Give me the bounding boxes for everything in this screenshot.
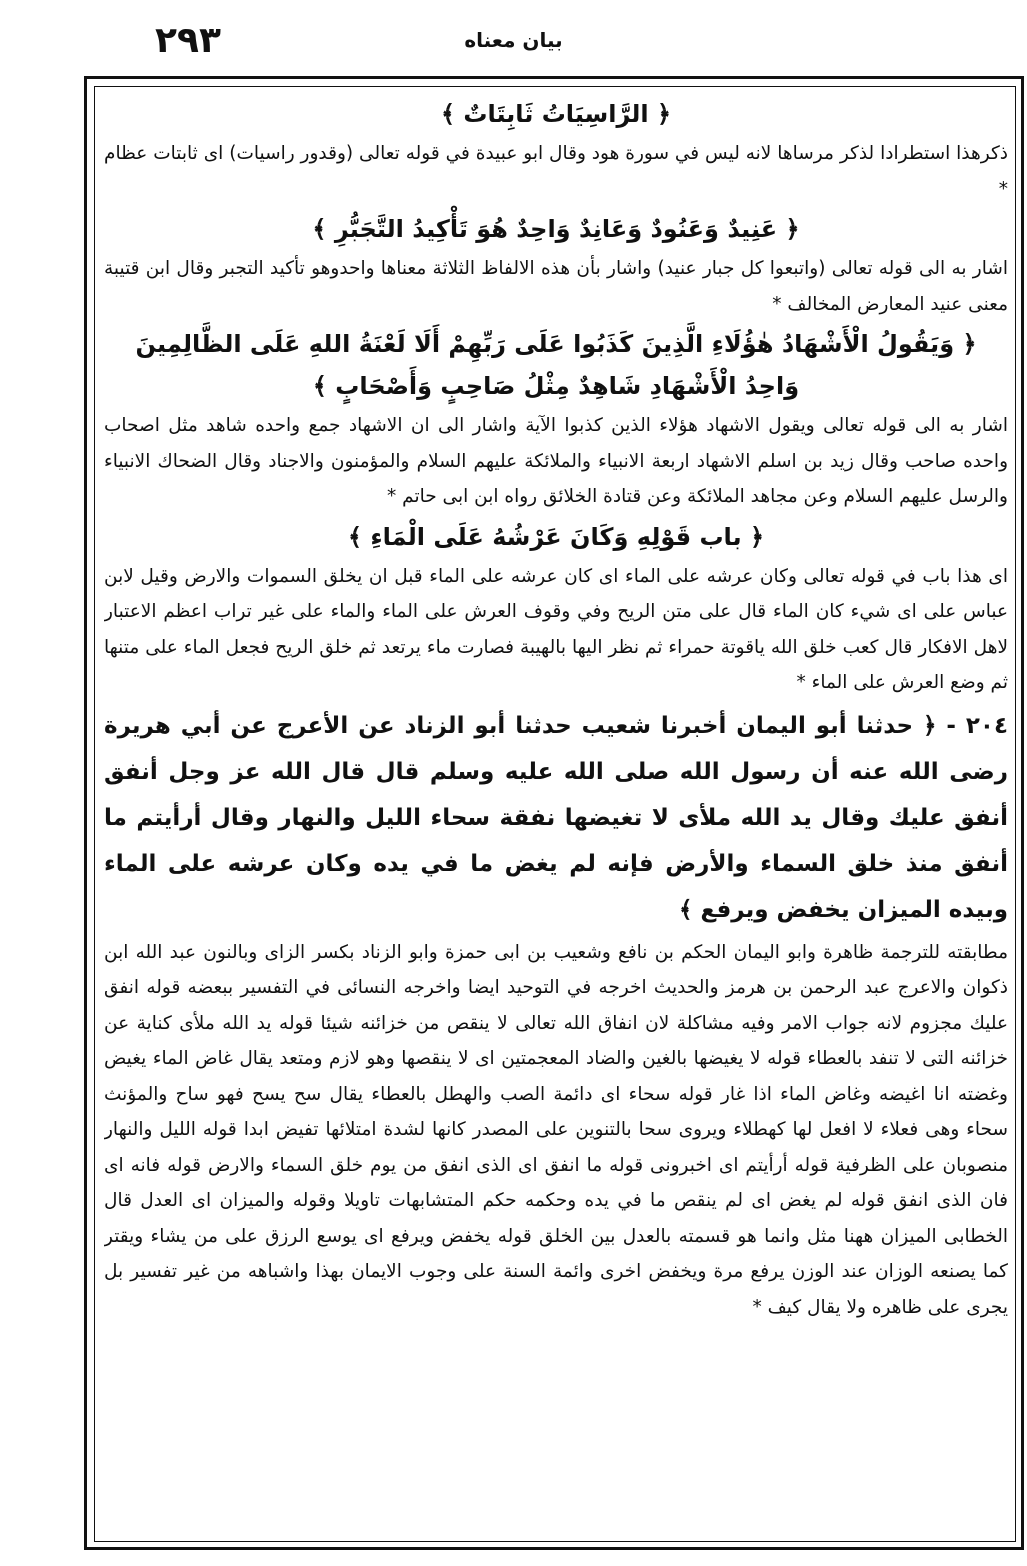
section-heading: ﴿ عَنِيدٌ وَعَنُودٌ وَعَانِدٌ وَاحِدٌ هُوَ تَأْكِيدُ التَّجَبُّرِ ﴾ [312, 215, 800, 243]
page-header [40, 18, 987, 76]
chapter-heading: ﴿ باب قَوْلِهِ وَكَانَ عَرْشُهُ عَلَى الْمَاءِ ﴾ [347, 522, 764, 551]
section-heading: ﴿ الرَّاسِيَاتُ ثَابِتَاتٌ ﴾ [440, 100, 672, 128]
running-title: بيان معناه [464, 28, 563, 52]
commentary-paragraph: اشار به الى قوله تعالى ويقول الاشهاد هؤلاء الذين كذبوا الآية واشار الى ان الاشهاد جمع واحده شاهد مثل اصحاب واحده صاحب وقال زيد بن اسلم الاشهاد اربعة الانبياء والملائكة عليهم السلام والمؤمنون والاجناد وقال الضحاك الانبياء والرسل عليهم السلام وعن مجاهد الملائكة وعن قتادة الخلائق رواه ابن ابى حاتم * [104, 415, 1008, 507]
commentary-paragraph: اشار به الى قوله تعالى (واتبعوا كل جبار عنيد) واشار بأن هذه الالفاظ الثلاثة معناها واحدوهو تأكيد التجبر وقال ابن قتيبة معنى عنيد المعارض المخالف * [104, 258, 1008, 315]
hadith-text: ٢٠٤ - ﴿ حدثنا أبو اليمان أخبرنا شعيب حدثنا أبو الزناد عن الأعرج عن أبي هريرة رضى الله عنه أن رسول الله صلى الله عليه وسلم قال قال الله عز وجل أنفق أنفق عليك وقال يد الله ملأى لا تغيضها نفقة سحاء الليل والنهار وقال أرأيتم ما أنفق منذ خلق السماء والأرض فإنه لم يغض ما في يده وكان عرشه على الماء وبيده الميزان يخفض ويرفع ﴾ [104, 712, 1008, 923]
commentary-paragraph: اى هذا باب في قوله تعالى وكان عرشه على الماء اى كان عرشه على الماء قبل ان يخلق السموات والارض وقيل لابن عباس على اى شيء كان الماء قال على متن الريح وفي وقوف العرش على الماء والماء على غير تراب اعظم الاعتبار لاهل الافكار قال كعب خلق الله ياقوتة حمراء ثم نظر اليها بالهيبة فصارت ماء يرتعد ثم خلق الريح فجعل الماء على متنها ثم وضع العرش على الماء * [104, 565, 1008, 693]
page-number: ٢٩٣ [155, 20, 221, 61]
page-body [104, 92, 1008, 1532]
commentary-paragraph: مطابقته للترجمة ظاهرة وابو اليمان الحكم بن نافع وشعيب بن ابى حمزة وابو الزناد بكسر الزاى وبالنون عبد الله ابن ذكوان والاعرج عبد الرحمن بن هرمز والحديث اخرجه في التوحيد ايضا واخرجه النسائى في التفسير ببعضه قوله انفق عليك مجزوم لانه جواب الامر وفيه مشاكلة لان انفاق الله تعالى لا ينقص من خزائنه شيئا قوله يد الله ملأى كناية عن خزائنه التى لا تنفد بالعطاء قوله لا يغيضها بالغين والضاد المعجمتين اى لا ينقصها وهو لازم ومتعد يقال غاض الماء يغيض وغضته انا اغيضه وغاض الماء اذا غار قوله سحاء اى دائمة الصب والهطل بالعطاء يقال سح يسح فهو ساح والمؤنث سحاء وهى فعلاء لا افعل لها كهطلاء ويروى سحا بالتنوين على المصدر كانها لشدة امتلائها تفيض ابدا قوله الليل والنهار منصوبان على الظرفية قوله أرأيتم اى اخبرونى قوله ما انفق اى الذى انفق من يوم خلق السماء والارض قوله فانه اى فان الذى انفق قوله لم يغض اى لم ينقص ما في يده وحكمه حكم المتشابهات تاويلا وقوله والميزان اى العدل قال الخطابى الميزان ههنا مثل وانما هو قسمته بالعدل بين الخلق قوله يخفض ويرفع اى يوسع الرزق على من يشاء ويقتر كما يصنعه الوزان عند الوزن يرفع مرة ويخفض اخرى وائمة السنة على وجوب الايمان بهذا واشباهه من غير تفسير بل يجرى على ظاهره ولا يقال كيف * [104, 941, 1008, 1318]
commentary-paragraph: ذكرهذا استطرادا لذكر مرساها لانه ليس في سورة هود وقال ابو عبيدة في قوله تعالى (وقدور راسيات) اى ثابتات عظام * [104, 143, 1008, 200]
section-heading: وَاحِدُ الْأَشْهَادِ شَاهِدٌ مِثْلُ صَاحِبٍ وَأَصْحَابٍ ﴾ [312, 372, 800, 400]
section-heading: ﴿ وَيَقُولُ الْأَشْهَادُ هٰؤُلَاءِ الَّذِينَ كَذَبُوا عَلَى رَبِّهِمْ أَلَا لَعْنَةُ اللهِ عَلَى الظَّالِمِينَ [135, 330, 977, 358]
